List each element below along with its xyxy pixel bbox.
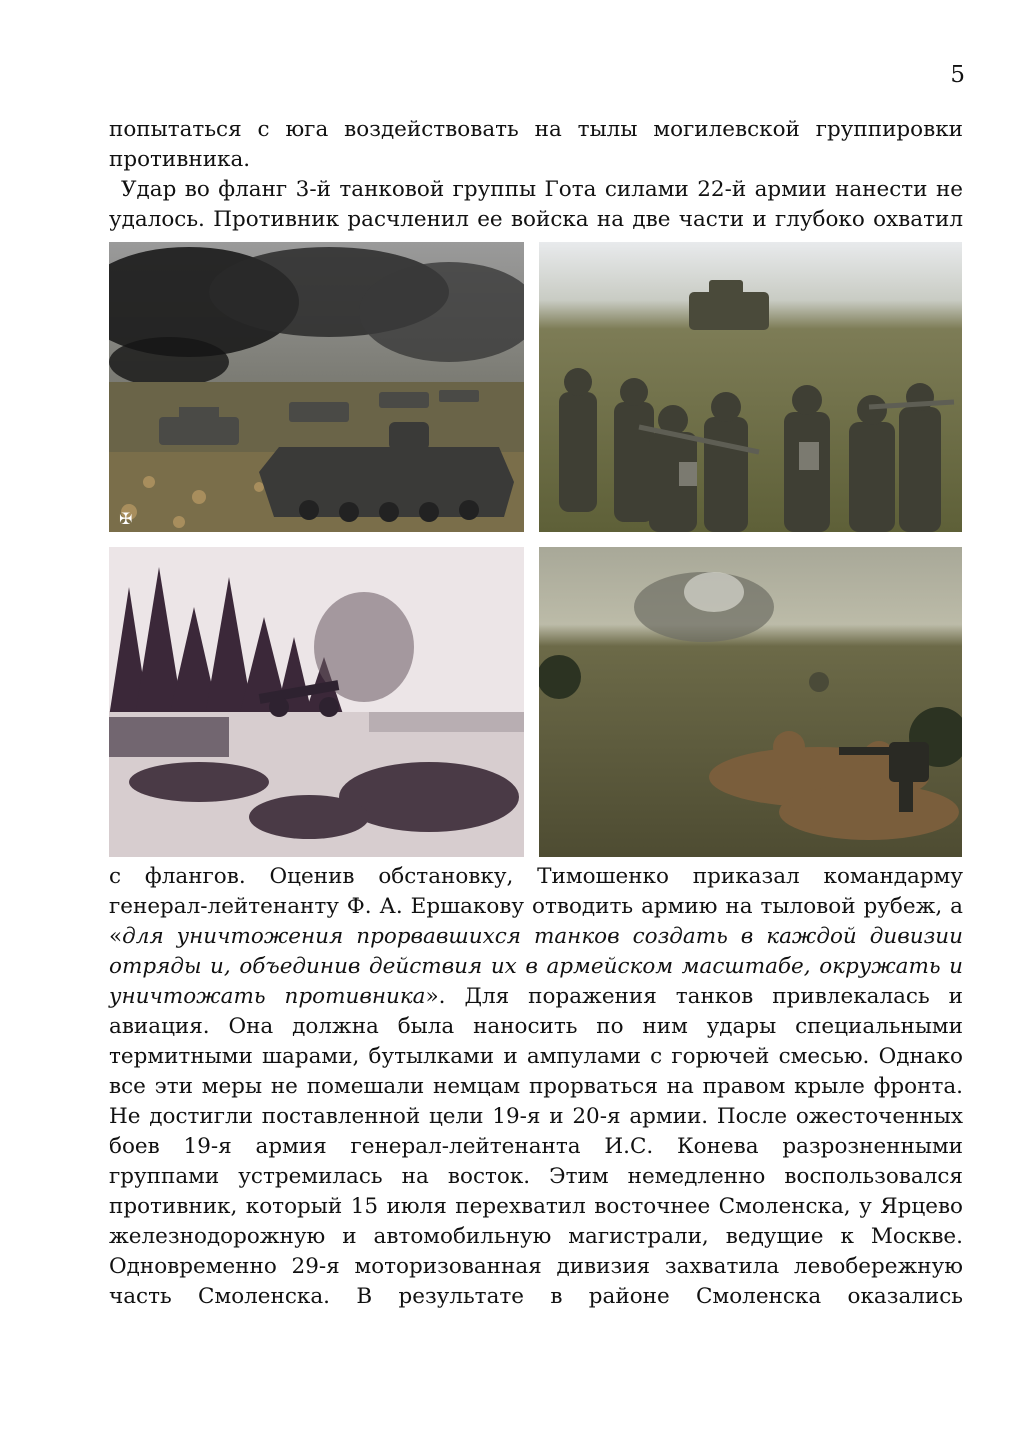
photo-machine-gun-crew (539, 547, 962, 857)
machine-gun-crew-photo-icon (539, 547, 962, 857)
paragraph-main (109, 862, 963, 1312)
photo-forest-explosion (109, 547, 524, 857)
svg-text:✠: ✠ (119, 509, 133, 528)
photo-tank-column (109, 242, 524, 532)
paragraph-continued: попытаться с юга воздействовать на тылы могилевской группировки противника. (109, 117, 963, 172)
photo-infantry-field (539, 242, 962, 532)
tank-column-photo-icon (109, 242, 524, 532)
forest-explosion-photo-icon (109, 547, 524, 857)
quote-order: для уничтожения прорвавшихся танков создать в каждой дивизии отряды и, объединив действия их в армейском масштабе, окружать и уничтожать противника (109, 924, 963, 1009)
infantry-field-photo-icon (539, 242, 962, 532)
text-part-1: с флангов. Оценив обстановку, Тимошенко приказал командарму генерал-лейтенанту Ф. А. Ершакову отводить армию на тыловой рубеж, а « (109, 864, 963, 949)
text-part-2: ». Для поражения танков привлекалась и авиация. Она должна была наносить по ним удары специальными термитными шарами, бутылками и ампулами с горючей смесью. Однако все эти меры не помешали немцам прорваться на правом крыле фронта. Не достигли поставленной цели 19-я и 20-я армии. После ожесточенных боев 19-я армия генерал-лейтенанта И.С. Конева разрозненными группами устремилась на восток. Этим немедленно воспользовался противник, который 15 июля перехватил восточнее Смоленска, у Ярцево железнодорожную и автомобильную магистрали, ведущие к Москве. Одновременно 29-я моторизованная дивизия захватила левобережную часть Смоленска. В результате в районе Смоленска оказались (109, 984, 963, 1309)
text-block-bottom (109, 862, 963, 1312)
paragraph-22-army: Удар во фланг 3-й танковой группы Гота силами 22-й армии нанести не удалось. Противник расчленил ее войска на две части и глубоко охватил (109, 177, 963, 232)
page-number: 5 (950, 62, 965, 88)
